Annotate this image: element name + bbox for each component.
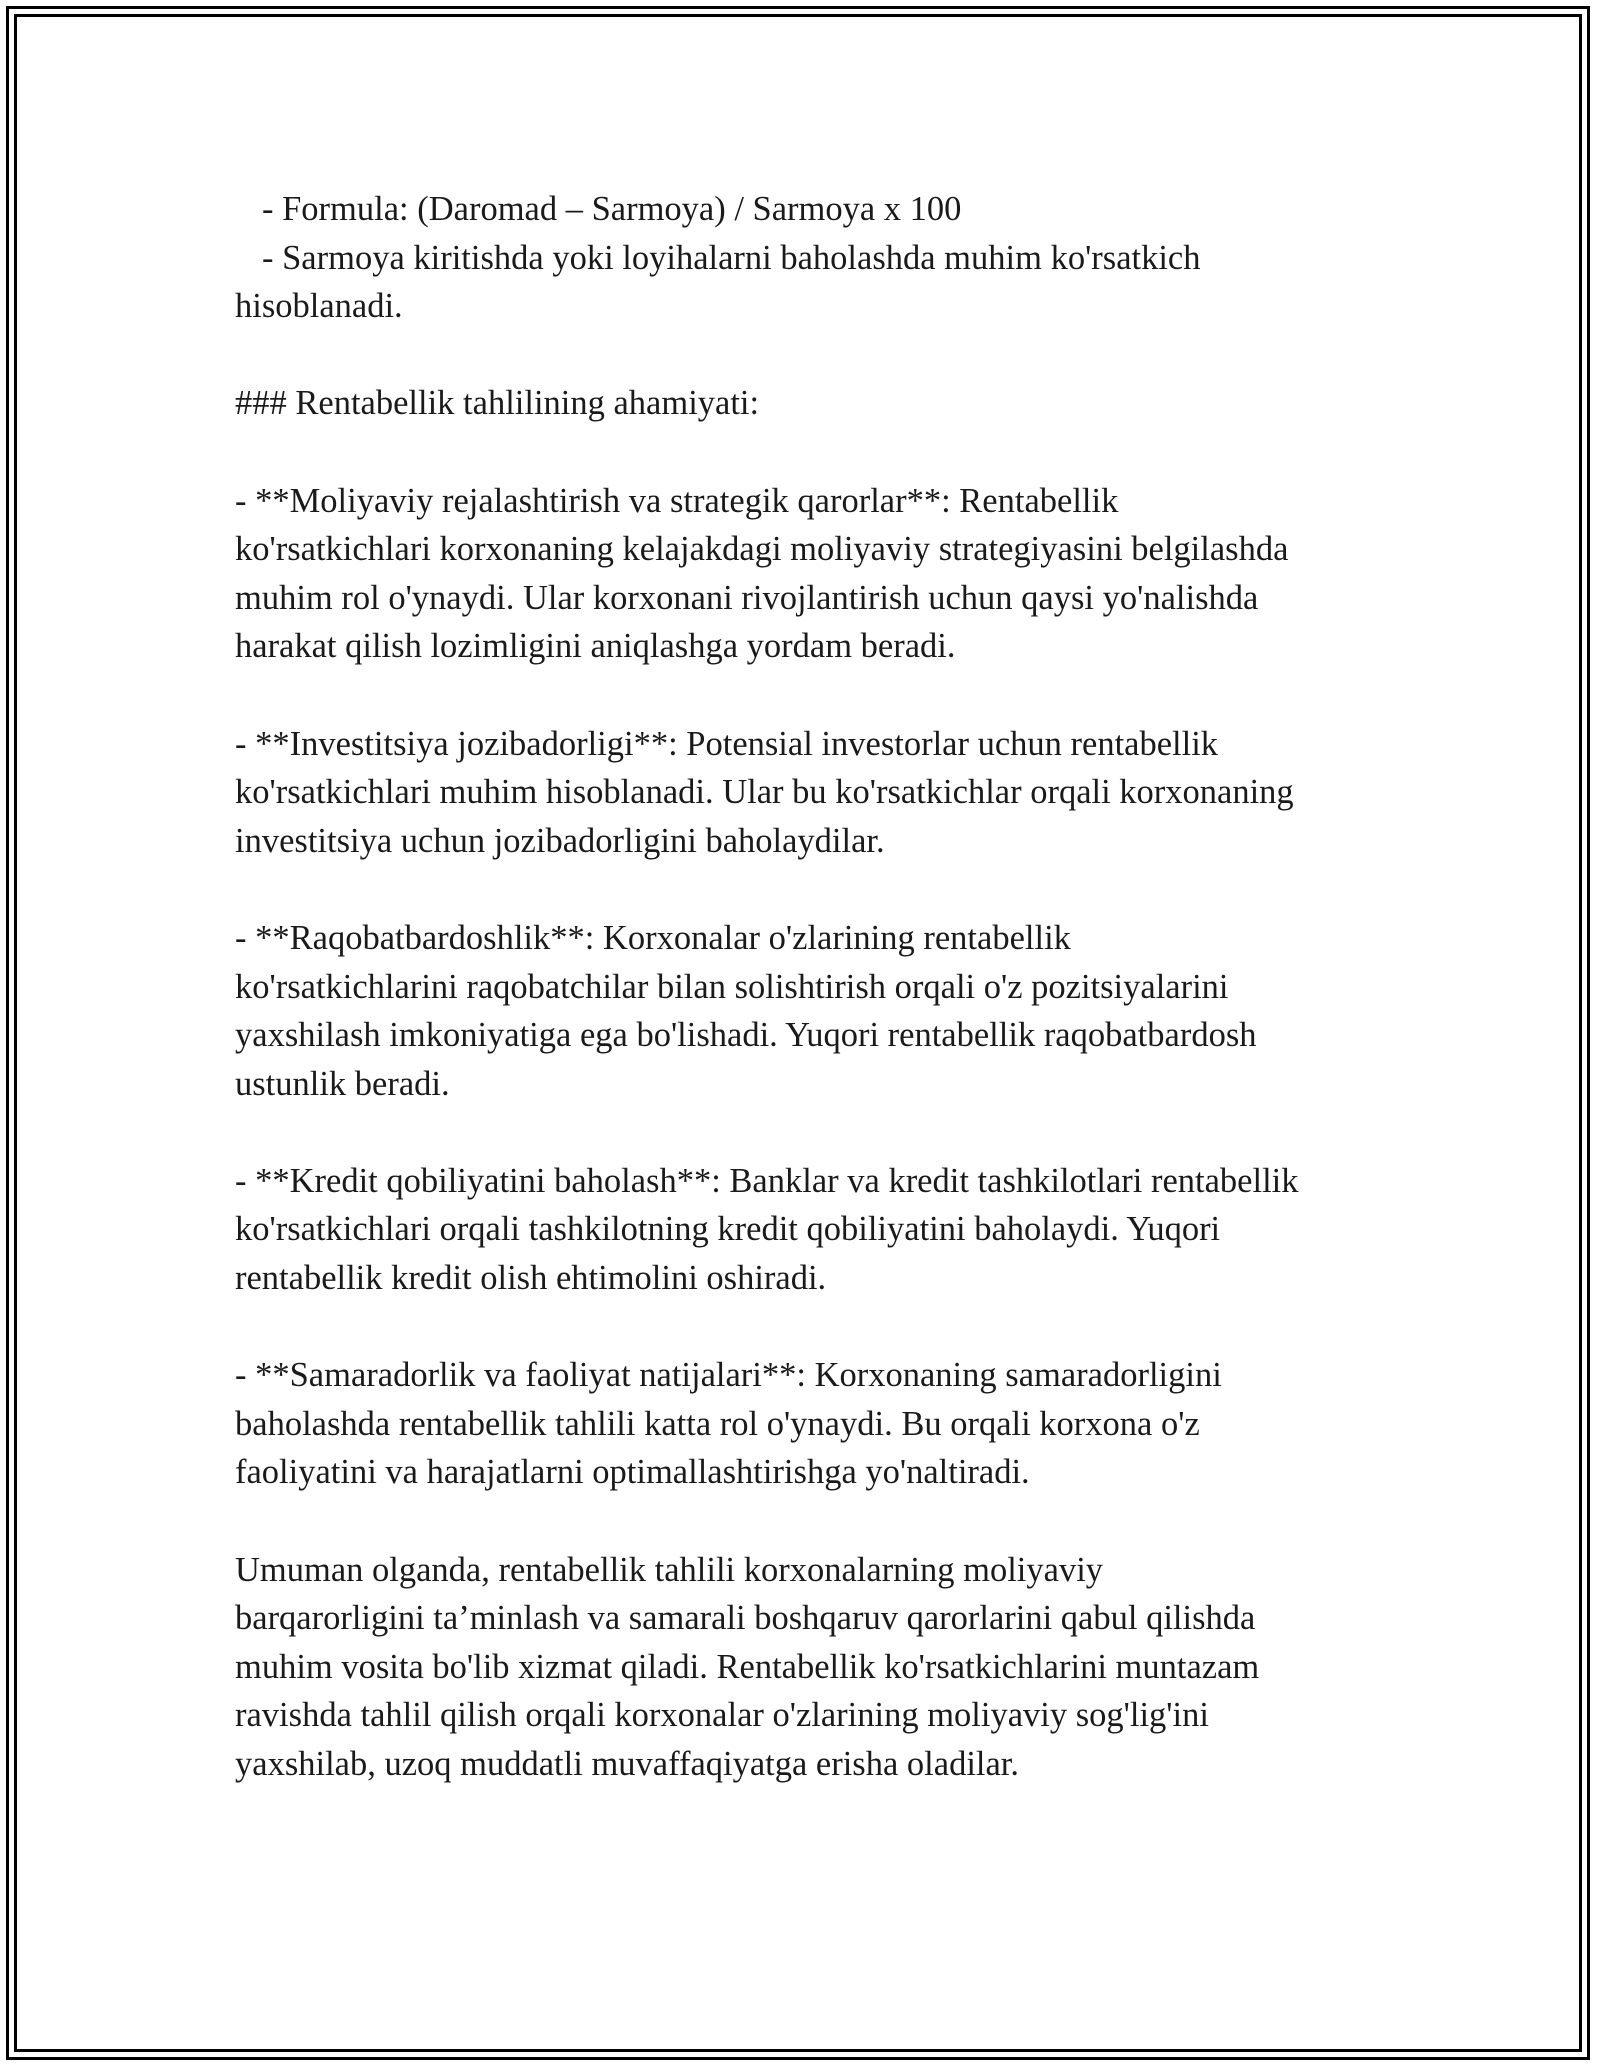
text-line: ravishda tahlil qilish orqali korxonalar o'zlarining moliyaviy sog'lig'ini <box>235 1696 1209 1735</box>
text-line: - Sarmoya kiritishda yoki loyihalarni baholashda muhim ko'rsatkich <box>262 238 1201 277</box>
text-line: baholashda rentabellik tahlili katta rol o'ynaydi. Bu orqali korxona o'z <box>235 1404 1200 1443</box>
text-line: - **Investitsiya jozibadorligi**: Potensial investorlar uchun rentabellik <box>235 724 1219 763</box>
text-line: hisoblanadi. <box>235 287 403 326</box>
blank-line <box>235 331 1400 380</box>
text-line: - **Samaradorlik va faoliyat natijalari**: Korxonaning samaradorligini <box>235 1356 1222 1395</box>
text-line: yaxshilash imkoniyatiga ega bo'lishadi. Yuqori rentabellik raqobatbardosh <box>235 1016 1257 1055</box>
text-line: ### Rentabellik tahlilining ahamiyati: <box>235 384 760 423</box>
text-line: Umuman olganda, rentabellik tahlili korxonalarning moliyaviy <box>235 1550 1104 1589</box>
text-line: rentabellik kredit olish ehtimolini oshiradi. <box>235 1259 827 1298</box>
text-line: ko'rsatkichlarini raqobatchilar bilan solishtirish orqali o'z pozitsiyalarini <box>235 967 1229 1006</box>
text-line: - **Kredit qobiliyatini baholash**: Banklar va kredit tashkilotlari rentabellik <box>235 1161 1299 1200</box>
blank-line <box>235 1303 1400 1352</box>
blank-line <box>235 1108 1400 1157</box>
text-line: ko'rsatkichlari korxonaning kelajakdagi moliyaviy strategiyasini belgilashda <box>235 530 1289 569</box>
blank-line <box>235 428 1400 477</box>
blank-line <box>235 865 1400 914</box>
text-line: muhim vosita bo'lib xizmat qiladi. Rentabellik ko'rsatkichlarini muntazam <box>235 1647 1260 1686</box>
text-line: ustunlik beradi. <box>235 1064 450 1103</box>
text-line: ko'rsatkichlari orqali tashkilotning kredit qobiliyatini baholaydi. Yuqori <box>235 1210 1221 1249</box>
text-line: - **Raqobatbardoshlik**: Korxonalar o'zlarining rentabellik <box>235 918 1071 957</box>
text-line: - Formula: (Daromad – Sarmoya) / Sarmoya x 100 <box>262 190 962 228</box>
text-line: harakat qilish lozimligini aniqlashga yordam beradi. <box>235 627 956 666</box>
text-line: barqarorligini ta’minlash va samarali boshqaruv qarorlarini qabul qilishda <box>235 1599 1256 1638</box>
text-line: faoliyatini va harajatlarni optimallashtirishga yo'naltiradi. <box>235 1453 1030 1492</box>
blank-line <box>235 1497 1400 1546</box>
text-line: yaxshilab, uzoq muddatli muvaffaqiyatga erisha oladilar. <box>235 1745 1020 1783</box>
text-line: muhim rol o'ynaydi. Ular korxonani rivojlantirish uchun qaysi yo'nalishda <box>235 578 1259 617</box>
blank-line <box>235 671 1400 720</box>
text-line: ko'rsatkichlari muhim hisoblanadi. Ular bu ko'rsatkichlar orqali korxonaning <box>235 773 1294 812</box>
text-line: investitsiya uchun jozibadorligini baholaydilar. <box>235 821 885 860</box>
text-line: - **Moliyaviy rejalashtirish va strategik qarorlar**: Rentabellik <box>235 481 1119 520</box>
document-body <box>235 185 1400 1789</box>
